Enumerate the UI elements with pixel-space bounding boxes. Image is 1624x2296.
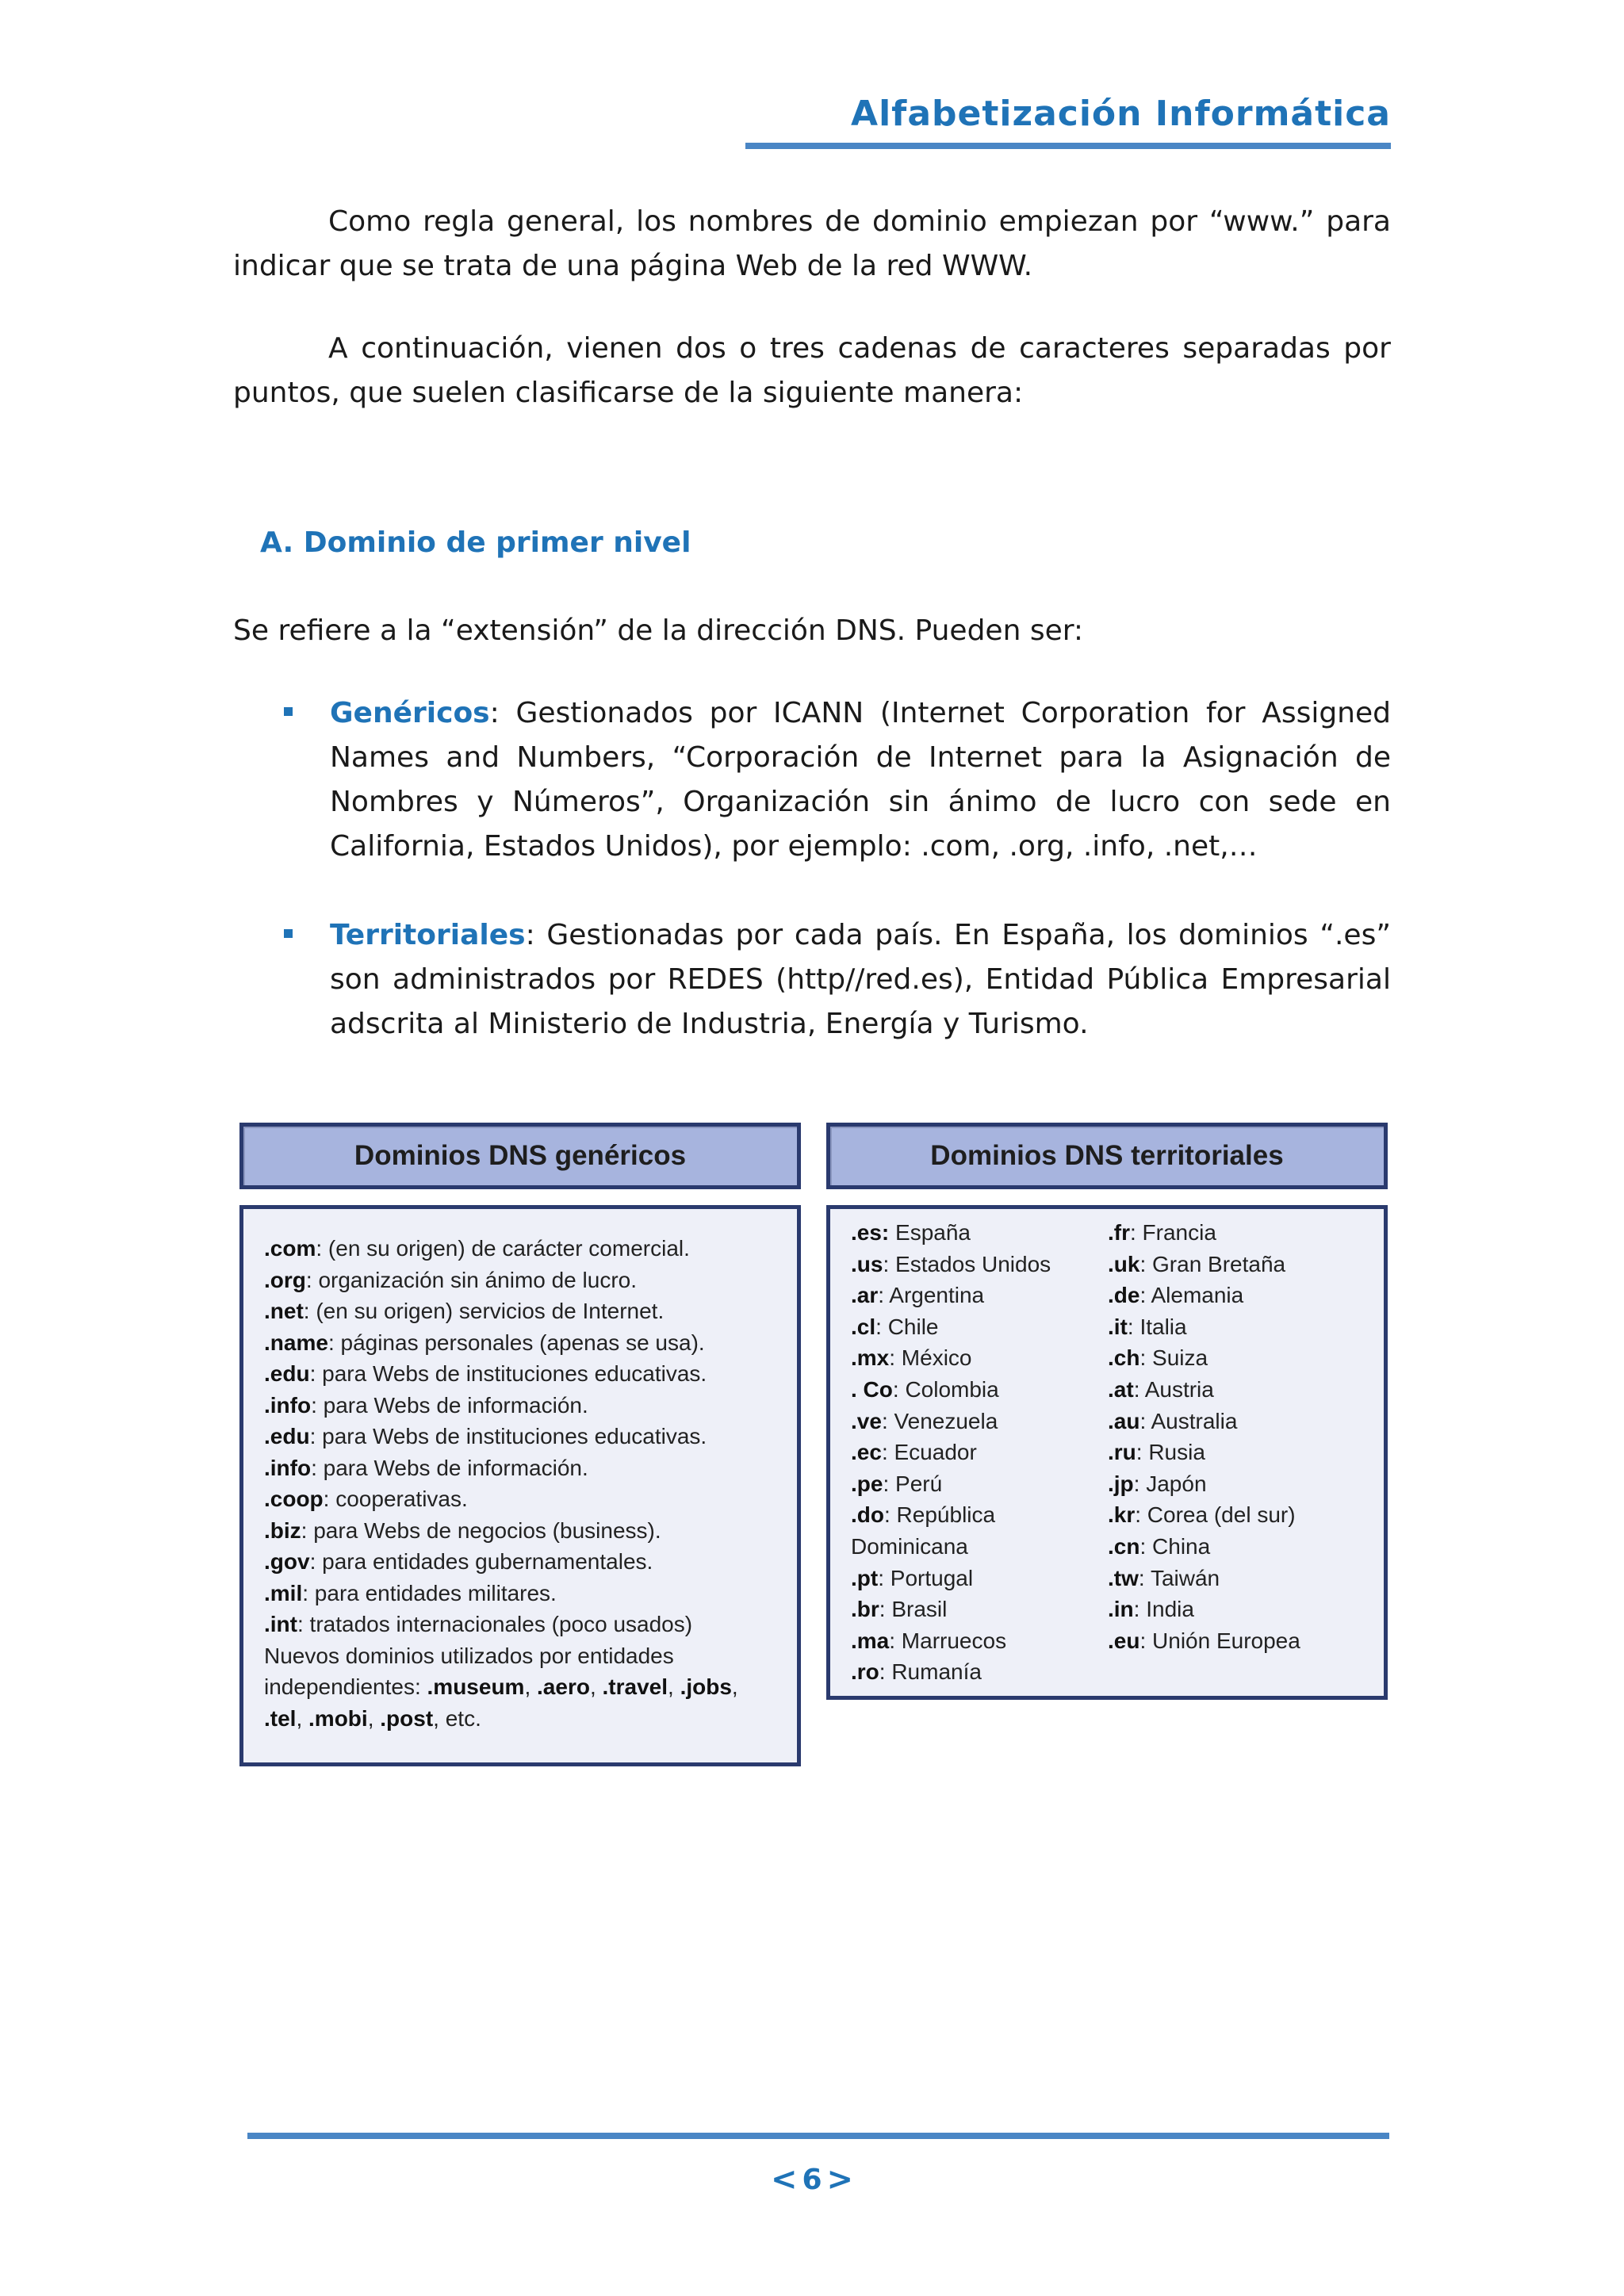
new-domains-line <box>264 1640 781 1672</box>
bullet-text <box>330 691 1391 869</box>
domain-code: .jp <box>1108 1471 1134 1496</box>
generic-domain-row <box>264 1390 781 1422</box>
domain-description: : Argentina <box>878 1283 985 1308</box>
domain-description: : Marruecos <box>889 1628 1007 1653</box>
chevron-right-icon: > <box>826 2161 854 2198</box>
page-number <box>772 2160 852 2199</box>
domain-code: .us <box>851 1251 883 1276</box>
domain-code: .cl <box>851 1314 876 1339</box>
domain-code: .eu <box>1108 1628 1140 1653</box>
domain-code: .ar <box>851 1283 879 1308</box>
domain-code: .museum <box>427 1674 525 1699</box>
domain-description: : para Webs de instituciones educativas. <box>309 1361 707 1386</box>
domain-code: .mx <box>851 1345 890 1371</box>
domain-description: : Portugal <box>878 1565 974 1590</box>
domain-code: .pe <box>851 1471 883 1496</box>
domain-description: : México <box>889 1345 972 1371</box>
domain-description: : (en su origen) servicios de Internet. <box>303 1299 665 1323</box>
generic-domain-row <box>264 1265 781 1296</box>
territorial-domain-row <box>851 1406 1051 1437</box>
domain-description: : (en su origen) de carácter comercial. <box>316 1236 690 1261</box>
generic-domain-list <box>264 1233 781 1734</box>
generic-domain-row <box>264 1609 781 1640</box>
domain-code: .kr <box>1108 1502 1136 1528</box>
domain-code: .at <box>1108 1376 1134 1402</box>
new-domains-suffix: , etc. <box>433 1705 481 1731</box>
domain-description: : India <box>1133 1597 1194 1622</box>
new-domains-line: .tel, .mobi, .post, etc. <box>264 1705 481 1731</box>
domain-code: .travel <box>602 1674 668 1699</box>
territorial-domain-row <box>851 1563 1051 1594</box>
domain-code: .edu <box>264 1424 310 1448</box>
domain-code: .do <box>851 1502 884 1528</box>
generic-domain-row <box>264 1327 781 1359</box>
domain-code: .au <box>1108 1408 1140 1433</box>
domain-code: .jobs <box>680 1674 732 1699</box>
territorial-domain-row <box>1108 1311 1300 1343</box>
page-number-value: 6 <box>802 2163 822 2196</box>
header-title: Alfabetización Informática <box>851 94 1391 134</box>
domain-code: .gov <box>264 1549 310 1574</box>
territorial-domain-row <box>851 1280 1051 1311</box>
bullet-term: Territoriales <box>330 919 526 951</box>
generic-domain-row <box>264 1452 781 1484</box>
domain-code: .pt <box>851 1565 879 1590</box>
domain-code: .biz <box>264 1517 301 1543</box>
territorial-domain-row <box>1108 1594 1300 1625</box>
domain-description: : para entidades militares. <box>302 1580 557 1605</box>
domain-code: .br <box>851 1597 879 1622</box>
bullet-territoriales <box>284 913 1391 1047</box>
territorial-domain-row <box>1108 1499 1300 1531</box>
domain-code: .tel <box>264 1705 297 1731</box>
domain-code: .de <box>1108 1283 1140 1308</box>
territorial-domain-row <box>851 1531 1051 1563</box>
generic-domain-row <box>264 1358 781 1390</box>
territorial-domain-row <box>851 1342 1051 1374</box>
domain-code: .name <box>264 1330 328 1355</box>
domain-description: : Perú <box>883 1471 943 1496</box>
domain-description: : cooperativas. <box>323 1487 468 1511</box>
territorial-domain-row <box>1108 1437 1300 1468</box>
domain-code: .ro <box>851 1659 879 1685</box>
domain-code: .ru <box>1108 1440 1136 1465</box>
domain-code: . Co <box>851 1376 893 1402</box>
domain-code: .mobi <box>308 1705 368 1731</box>
section-heading: A. Dominio de primer nivel <box>260 526 691 559</box>
domain-code: .es: <box>851 1220 890 1245</box>
generic-box <box>239 1205 801 1766</box>
domain-description: : Rusia <box>1136 1440 1205 1465</box>
territorial-domain-row <box>851 1374 1051 1406</box>
domain-description: : Gran Bretaña <box>1139 1251 1286 1276</box>
domain-code: .ve <box>851 1408 882 1433</box>
domain-description: : Estados Unidos <box>883 1251 1051 1276</box>
domain-description: : Japón <box>1133 1471 1207 1496</box>
domain-description: : para Webs de negocios (business). <box>301 1517 661 1543</box>
domain-description: : Chile <box>875 1314 939 1339</box>
territorial-domain-row <box>1108 1280 1300 1311</box>
new-domains-line: independientes: .museum, .aero, .travel, .jobs, <box>264 1674 738 1699</box>
territorial-domain-row <box>851 1625 1051 1657</box>
paragraph-www: Como regla general, los nombres de dominio empiezan por “www.” para indicar que se trata de una página Web de la red WWW. <box>233 205 1391 282</box>
territorial-domain-row <box>1108 1625 1300 1657</box>
domain-code: .mil <box>264 1580 303 1605</box>
territorial-domain-row <box>1108 1249 1300 1280</box>
domain-code: .tw <box>1108 1565 1139 1590</box>
bullet-genericos <box>284 691 1391 869</box>
territorial-domain-row <box>1108 1342 1300 1374</box>
generic-domain-row <box>264 1546 781 1578</box>
territorial-domain-row <box>851 1656 1051 1688</box>
domain-code: .ec <box>851 1440 882 1465</box>
domain-code: .uk <box>1108 1251 1140 1276</box>
domain-description: : Alemania <box>1139 1283 1244 1308</box>
domain-description: : Suiza <box>1139 1345 1208 1371</box>
territorial-domain-row <box>851 1311 1051 1343</box>
domain-code: .in <box>1108 1597 1134 1622</box>
territorial-domain-row <box>1108 1217 1300 1249</box>
domain-code: .int <box>264 1612 297 1636</box>
domain-description: Dominicana <box>851 1533 968 1559</box>
domain-code: .net <box>264 1299 304 1323</box>
territorial-domain-row <box>851 1594 1051 1625</box>
domain-description: : tratados internacionales (poco usados) <box>297 1612 693 1636</box>
territorial-domain-row <box>851 1249 1051 1280</box>
domain-description: : Italia <box>1127 1314 1187 1339</box>
domain-description: : para Webs de información. <box>311 1455 588 1480</box>
generic-domain-row <box>264 1295 781 1327</box>
domain-description: : Rumanía <box>879 1659 982 1685</box>
domain-description: : para Webs de instituciones educativas. <box>309 1424 707 1448</box>
bullet-description: : Gestionados por ICANN (Internet Corporation for Assigned Names and Numbers, “Corporación de Internet para la Asignación de Nombres y Números”, Organización sin ánimo de lucro con sede en California, Estados Unidos), por ejemplo: .com, .org, .info, .net,… <box>330 697 1391 863</box>
territorial-box-title: Dominios DNS territoriales <box>826 1123 1388 1189</box>
generic-domain-row <box>264 1515 781 1547</box>
domain-description: : Brasil <box>879 1597 948 1622</box>
generic-box-title: Dominios DNS genéricos <box>239 1123 801 1189</box>
domain-description: : organización sin ánimo de lucro. <box>305 1267 638 1292</box>
domain-code: .it <box>1108 1314 1128 1339</box>
generic-domain-row <box>264 1483 781 1515</box>
domain-description: : para Webs de información. <box>311 1392 588 1418</box>
domain-code: .ch <box>1108 1345 1140 1371</box>
bullet-text <box>330 913 1391 1047</box>
footer-rule <box>247 2133 1389 2139</box>
domain-description: : República <box>884 1502 996 1528</box>
domain-description: : para entidades gubernamentales. <box>309 1549 653 1574</box>
square-bullet-icon <box>284 707 293 716</box>
domain-description: : Ecuador <box>881 1440 977 1465</box>
bullet-description: : Gestionadas por cada país. En España, los dominios “.es” son administrados por REDES (http//red.es), Entidad Pública Empresarial adscrita al Ministerio de Industria, Energía y Turismo. <box>330 919 1391 1040</box>
domain-description: : páginas personales (apenas se usa). <box>327 1330 705 1355</box>
domain-code: .com <box>264 1236 316 1261</box>
domain-code: .org <box>264 1267 306 1292</box>
new-domains-prefix: independientes: <box>264 1674 427 1699</box>
territorial-domain-row <box>851 1437 1051 1468</box>
territorial-domain-row <box>1108 1374 1300 1406</box>
territorial-list-left <box>851 1217 1051 1688</box>
domain-description: : Francia <box>1130 1220 1216 1245</box>
territorial-domain-row <box>851 1499 1051 1531</box>
domain-description: : Corea (del sur) <box>1135 1502 1296 1528</box>
header-rule <box>745 143 1391 149</box>
generic-domain-row <box>264 1421 781 1452</box>
chevron-left-icon: < <box>770 2161 798 2198</box>
territorial-list-right <box>1108 1217 1300 1656</box>
domain-code: .post <box>380 1705 434 1731</box>
domain-code: .aero <box>537 1674 590 1699</box>
domain-description: : China <box>1139 1533 1211 1559</box>
domain-description: : Taiwán <box>1138 1565 1220 1590</box>
domain-code: .fr <box>1108 1220 1130 1245</box>
square-bullet-icon <box>284 929 293 938</box>
paragraph-cadenas: A continuación, vienen dos o tres cadenas de caracteres separadas por puntos, que suelen clasificarse de la siguiente manera: <box>233 332 1391 409</box>
domain-description: : Unión Europea <box>1139 1628 1300 1653</box>
domain-description: : Venezuela <box>881 1408 998 1433</box>
section-intro: Se refiere a la “extensión” de la dirección DNS. Pueden ser: <box>233 614 1084 647</box>
territorial-domain-row <box>1108 1563 1300 1594</box>
territorial-domain-row <box>1108 1468 1300 1500</box>
territorial-domain-row <box>1108 1531 1300 1563</box>
domain-code: .ma <box>851 1628 890 1653</box>
territorial-box <box>826 1205 1388 1700</box>
territorial-domain-row <box>851 1217 1051 1249</box>
domain-code: .cn <box>1108 1533 1140 1559</box>
generic-domain-row <box>264 1578 781 1609</box>
domain-code: .info <box>264 1392 312 1418</box>
domain-description: : Colombia <box>892 1376 999 1402</box>
domain-code: .edu <box>264 1361 310 1386</box>
domain-code: .info <box>264 1455 312 1480</box>
new-domains-text: Nuevos dominios utilizados por entidades <box>264 1643 674 1668</box>
bullet-term: Genéricos <box>330 697 490 729</box>
domain-description: : Austria <box>1133 1376 1214 1402</box>
domain-description: : Australia <box>1139 1408 1238 1433</box>
territorial-domain-row <box>1108 1406 1300 1437</box>
domain-description: España <box>889 1220 971 1245</box>
domain-code: .coop <box>264 1487 324 1511</box>
generic-domain-row <box>264 1233 781 1265</box>
territorial-domain-row <box>851 1468 1051 1500</box>
